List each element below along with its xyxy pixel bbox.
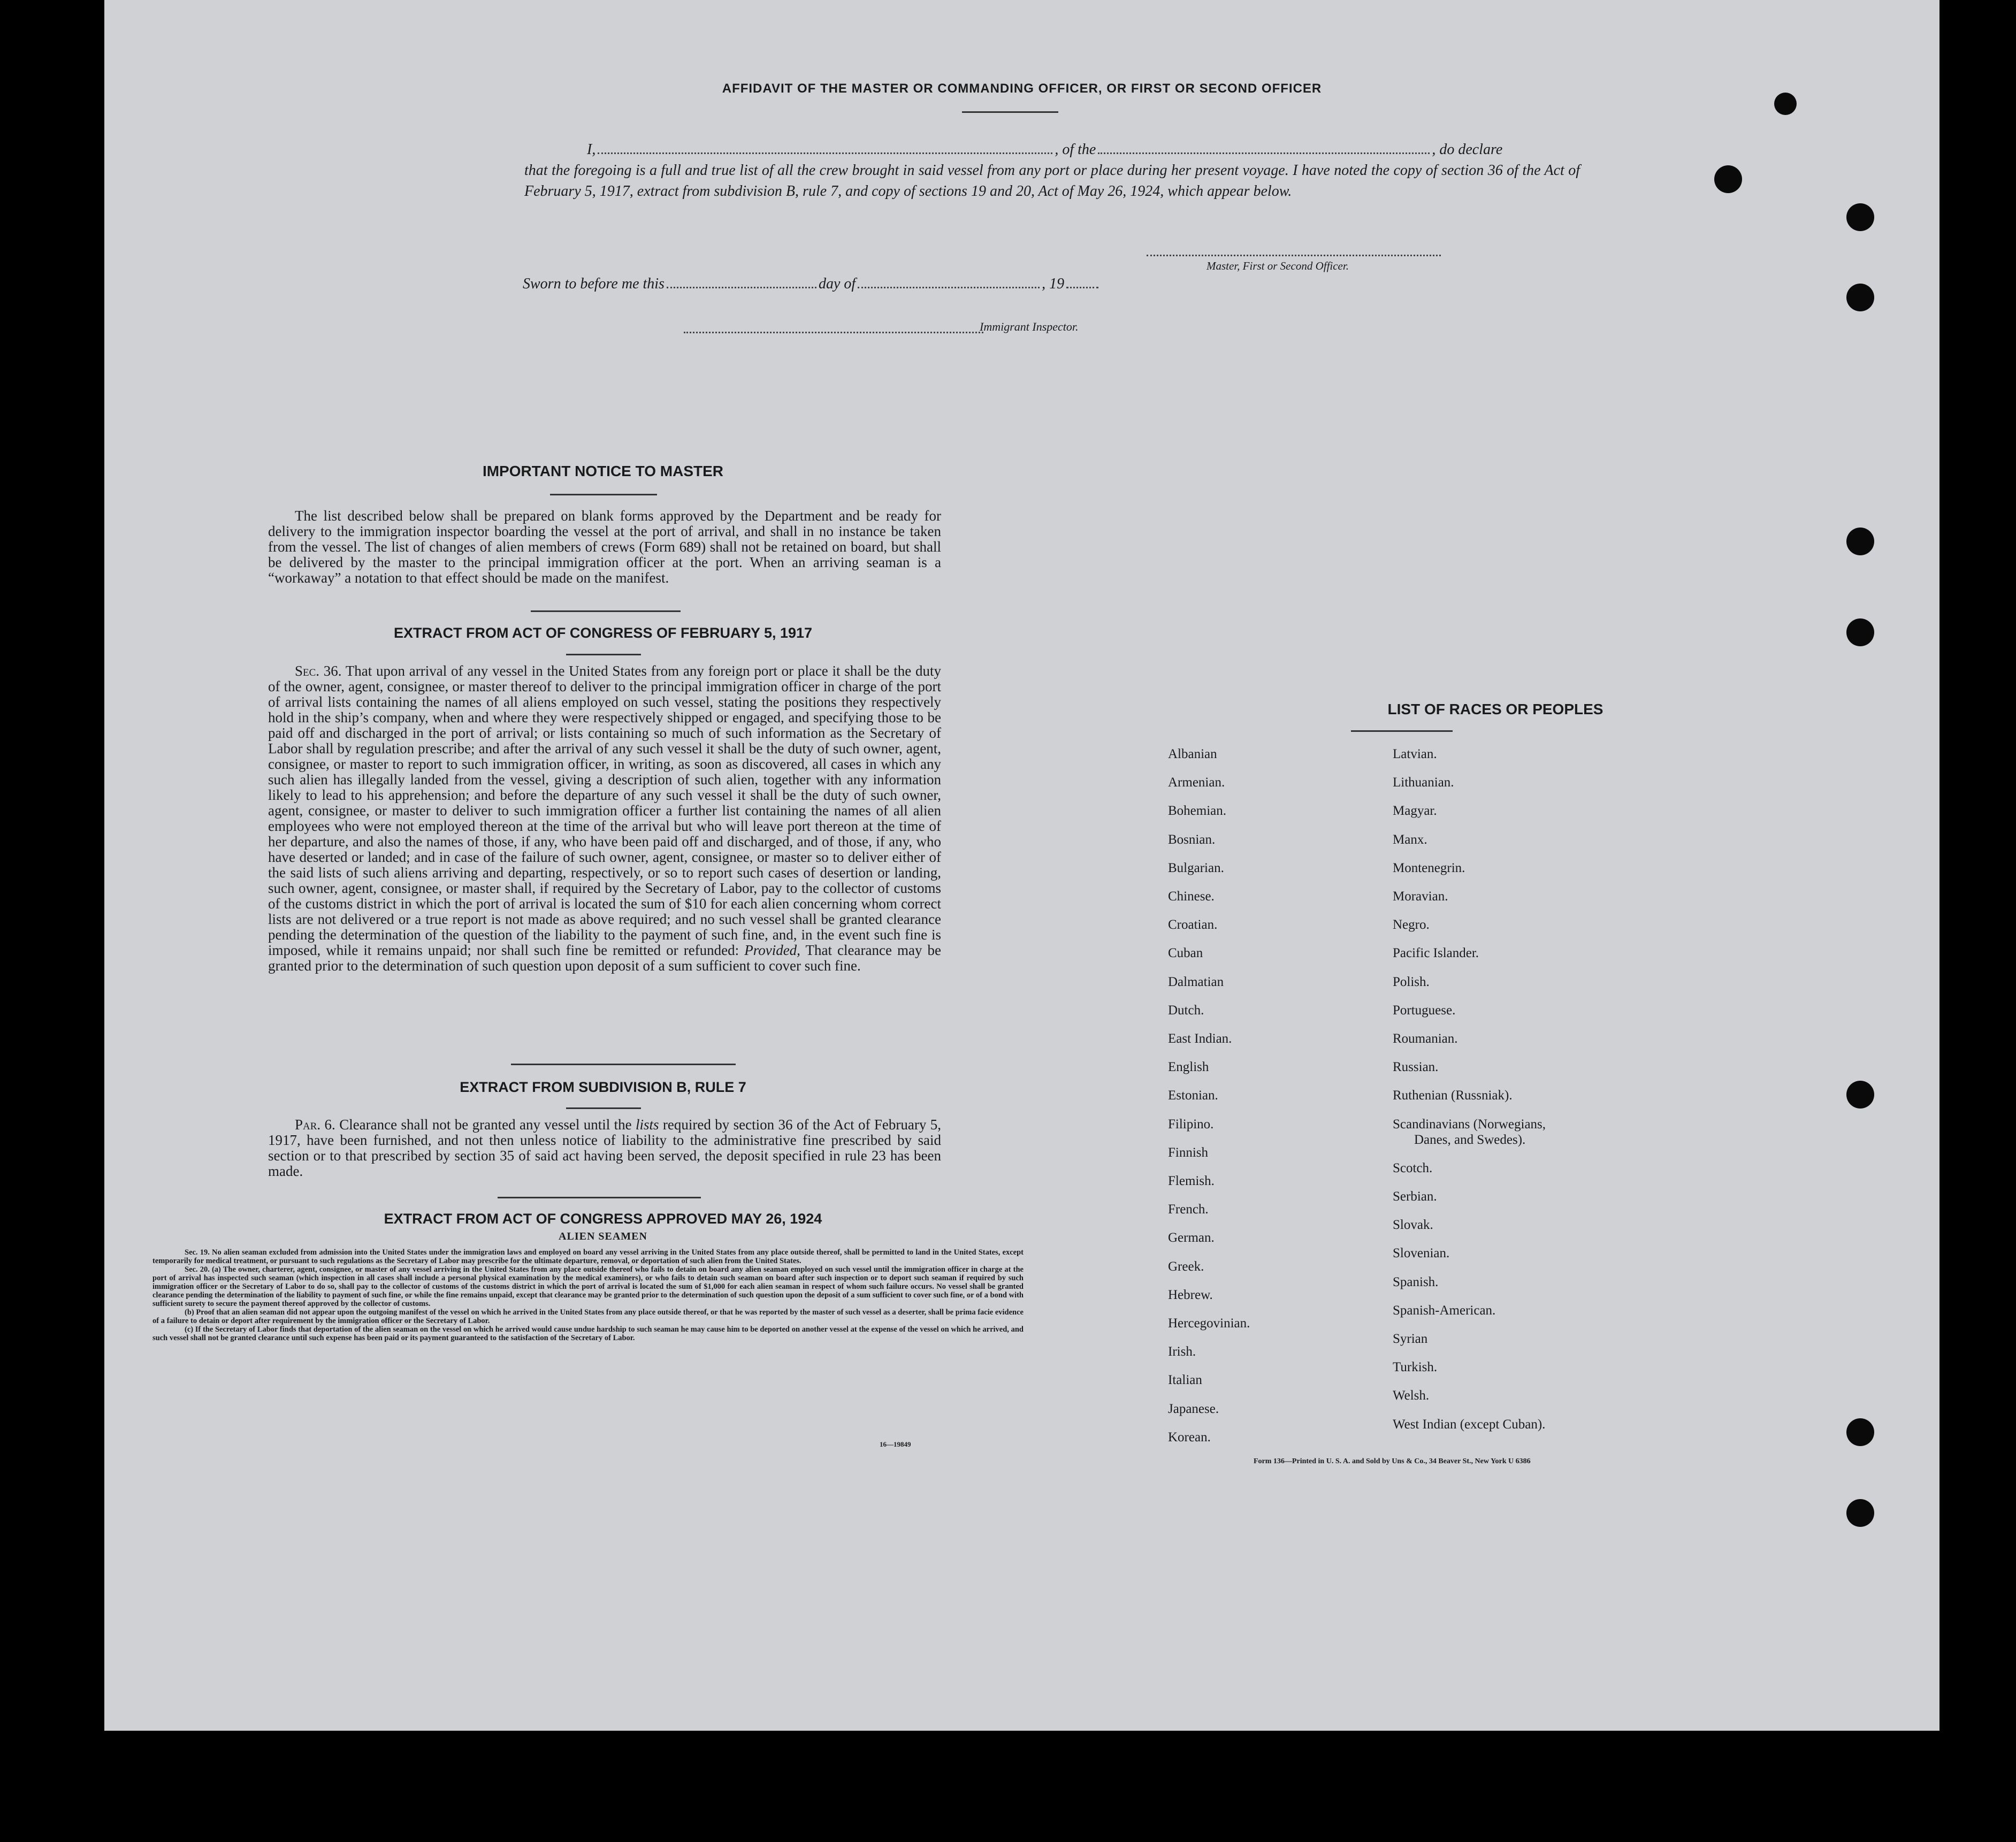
race-item: Slovenian. xyxy=(1393,1246,1450,1261)
race-item: Spanish-American. xyxy=(1393,1303,1496,1318)
declare-end: , do declare xyxy=(1432,141,1503,158)
race-item: Albanian xyxy=(1168,747,1217,761)
race-item: Welsh. xyxy=(1393,1388,1430,1403)
sworn-line xyxy=(523,276,1098,293)
race-item: East Indian. xyxy=(1168,1031,1232,1046)
punch-hole xyxy=(1846,528,1874,555)
race-item: Serbian. xyxy=(1393,1189,1437,1204)
race-item: Spanish. xyxy=(1393,1274,1439,1289)
race-item: Slovak. xyxy=(1393,1218,1433,1233)
rule7-divider xyxy=(498,1197,701,1198)
sworn-month-blank[interactable] xyxy=(858,287,1040,288)
inspector-label: Immigrant Inspector. xyxy=(980,320,1079,333)
declaration-block xyxy=(524,139,1580,202)
sec-20c-text: (c) If the Secretary of Labor finds that deportation of the alien seaman on the vessel on which he arrived would cause undue hardship to such seaman he may cause him to be deported on another vessel at the expense of the vessel on which he arrived, and such vessel shall not be granted clearance until such expense has been paid or its payment guaranteed to the satisfaction of the Secretary of Labor. xyxy=(152,1325,1024,1342)
race-item: Danes, and Swedes). xyxy=(1414,1132,1526,1147)
race-item: German. xyxy=(1168,1230,1215,1245)
affidavit-title: AFFIDAVIT OF THE MASTER OR COMMANDING OFFICER, OR FIRST OR SECOND OFFICER xyxy=(722,81,1322,96)
races-right-column xyxy=(1393,746,1671,1447)
par-6-text-a: Clearance shall not be granted any vessel until the xyxy=(339,1117,632,1133)
race-item: Turkish. xyxy=(1393,1360,1438,1375)
sworn-day-blank[interactable] xyxy=(667,287,816,288)
race-item: Greek. xyxy=(1168,1259,1204,1274)
sworn-label: Sworn to before me this xyxy=(523,276,665,292)
race-item: Scotch. xyxy=(1393,1160,1433,1175)
extract-1924-title: EXTRACT FROM ACT OF CONGRESS APPROVED MAY 26, 1924 xyxy=(384,1211,822,1227)
race-item: Finnish xyxy=(1168,1145,1209,1160)
alien-seamen-subtitle: ALIEN SEAMEN xyxy=(559,1230,647,1242)
sec-19-text: Sec. 19. No alien seaman excluded from admission into the United States under the immigration laws and employed on board any vessel arriving in the United States from any place outside thereof, shall be permitted to land in the United States, except temporarily for medical treatment, or pursuant to such regulations as the Secretary of Labor may prescribe for the ultimate departure, removal, or deportation of such alien from the United States. xyxy=(152,1248,1024,1265)
race-item: French. xyxy=(1168,1202,1209,1217)
sec-36-text: That upon arrival of any vessel in the United States from any foreign port or place it shall be the duty of the owner, agent, consignee, or master thereof to deliver to the principal immigration officer in charge of the port of arrival lists containing the names of all aliens employed on such vessel, stating the positions they respectively hold in the ship’s company, when and where they were respectively shipped or engaged, and specifying those to be paid off and discharged in the port of arrival; or lists containing so much of such information as the Secretary of Labor shall by regulation prescribe; and after the arrival of any such vessel it shall be the duty of such owner, agent, consignee, or master to report to such immigration officer, in writing, as soon as discovered, all cases in which any such alien has illegally landed from the vessel, giving a description of such alien, together with any information likely to lead to his apprehension; and before the departure of any such vessel it shall be the duty of such owner, agent, consignee, or master to deliver to such immigration officer a further list containing the names of all alien employees who were not employed thereon at the time of the arrival but who will leave port thereon at the time of her departure, and also the names of those, if any, who have been paid off and discharged, and of those, if any, who have deserted or landed; and in case of the failure of such owner, agent, consignee, or master so to deliver either of the said lists of such aliens arriving and departing, respectively, or so to report such cases of desertion or landing, such owner, agent, consignee, or master shall, if required by the Secretary of Labor, pay to the collector of customs of the customs district in which the port of arrival is located the sum of $10 for each alien concerning whom correct lists are not delivered or a true report is not made as above required; and no such vessel shall be granted clearance pending the determination of the question of the liability to the payment of such fine, and, in the event such fine is imposed, while it remains unpaid; nor shall such fine be remitted or refunded: xyxy=(268,663,941,958)
races-underline xyxy=(1351,730,1453,732)
par-6-label: Par. 6. xyxy=(295,1117,335,1133)
punch-hole xyxy=(1846,618,1874,646)
punch-hole xyxy=(1714,165,1742,193)
sworn-year-blank[interactable] xyxy=(1066,287,1098,288)
extract-1917-divider xyxy=(511,1064,736,1065)
race-item: Bohemian. xyxy=(1168,804,1227,819)
extract-1917-body xyxy=(268,663,941,974)
declare-i: I, xyxy=(587,141,596,158)
vessel-blank[interactable] xyxy=(1098,152,1430,154)
notice-title: IMPORTANT NOTICE TO MASTER xyxy=(482,463,724,479)
race-item: Armenian. xyxy=(1168,775,1225,790)
sec-20a-text: Sec. 20. (a) The owner, charterer, agent, consignee, or master of any vessel arriving in the United States from any place outside thereof who fails to detain on board any alien seaman employed on such vessel until the immigration officer in charge at the port of arrival has inspected such seaman (which inspection in all cases shall include a personal physical examination by the medical examiners), or who fails to detain such seaman on board after such inspection or to deport such seaman if required by such immigration officer or the Secretary of Labor to do so, shall pay to the collector of customs of the customs district in which the port of arrival is located the sum of $1,000 for each alien seaman in respect of whom such failure occurs. No vessel shall be granted clearance pending the determination of the liability to payment of such fine, or while the fine remains unpaid, except that clearance may be granted prior to the determination of such question upon the deposit of a sum sufficient to cover such fine, or of a bond with sufficient surety to secure the payment thereof approved by the collector of customs. xyxy=(152,1265,1024,1308)
race-item: Magyar. xyxy=(1393,804,1437,819)
notice-body: The list described below shall be prepared on blank forms approved by the Department and be ready for delivery to the immigration inspector boarding the vessel at the port of arrival, and shall in no instance be taken from the vessel. The list of changes of alien members of crews (Form 689) shall not be retained on board, but shall be delivered by the master to the principal immigration officer at the port. When an arriving seaman is a “workaway” a notation to that effect should be made on the manifest. xyxy=(268,508,941,586)
print-code: 16—19849 xyxy=(880,1440,911,1448)
race-item: Portuguese. xyxy=(1393,1003,1456,1018)
race-item: Bosnian. xyxy=(1168,832,1216,847)
rule7-underline xyxy=(566,1107,641,1109)
extract-1917-title: EXTRACT FROM ACT OF CONGRESS OF FEBRUARY 5, 1917 xyxy=(393,625,813,641)
punch-hole xyxy=(1774,93,1797,115)
race-item: Pacific Islander. xyxy=(1393,946,1479,961)
sworn-year-label: , 19 xyxy=(1042,276,1065,292)
extract-1924-body xyxy=(152,1248,1024,1342)
race-item: Cuban xyxy=(1168,946,1203,961)
race-item: Italian xyxy=(1168,1373,1202,1388)
form-footer: Form 136—Printed in U. S. A. and Sold by Uns & Co., 34 Beaver St., New York U 6386 xyxy=(1254,1457,1531,1465)
declare-of-the: , of the xyxy=(1055,141,1096,158)
sec-36-label: Sec. 36. xyxy=(295,663,342,679)
notice-underline xyxy=(550,494,657,495)
punch-hole xyxy=(1846,284,1874,311)
race-item: Dutch. xyxy=(1168,1003,1204,1018)
race-item: English xyxy=(1168,1060,1209,1075)
race-item: Montenegrin. xyxy=(1393,860,1465,875)
race-item: Ruthenian (Russniak). xyxy=(1393,1088,1513,1103)
document-page xyxy=(104,0,1939,1731)
race-item: Syrian xyxy=(1393,1332,1428,1346)
race-item: Hebrew. xyxy=(1168,1287,1213,1302)
master-signature-label: Master, First or Second Officer. xyxy=(1206,259,1349,272)
sec-20b-text: (b) Proof that an alien seaman did not appear upon the outgoing manifest of the vessel on which he arrived in the United States from any place outside thereof, or that he was reported by the master of such vessel as a deserter, shall be prima facie evidence of a failure to detain or deport after requirement by the immigration officer or the Secretary of Labor. xyxy=(152,1308,1024,1325)
race-item: Lithuanian. xyxy=(1393,775,1454,790)
race-item: Manx. xyxy=(1393,832,1427,847)
race-item: Moravian. xyxy=(1393,889,1448,904)
race-item: Irish. xyxy=(1168,1344,1196,1359)
race-item: Polish. xyxy=(1393,974,1430,989)
races-left-column xyxy=(1168,746,1393,1447)
race-item: Bulgarian. xyxy=(1168,860,1224,875)
races-title: LIST OF RACES OR PEOPLES xyxy=(1387,701,1603,717)
race-item: Chinese. xyxy=(1168,889,1215,904)
master-signature-line[interactable] xyxy=(1147,255,1441,256)
rule7-body xyxy=(268,1117,941,1179)
race-item: Negro. xyxy=(1393,918,1430,933)
lists-word: lists xyxy=(636,1117,659,1133)
race-item: Korean. xyxy=(1168,1430,1211,1444)
punch-hole xyxy=(1846,1418,1874,1446)
provided-word: Provided, xyxy=(744,942,800,958)
extract-1917-underline xyxy=(566,654,641,655)
race-item: Croatian. xyxy=(1168,918,1218,933)
title-underline xyxy=(962,111,1058,113)
race-item: Hercegovinian. xyxy=(1168,1316,1250,1331)
declare-body: that the foregoing is a full and true list of all the crew brought in said vessel from any port or place during her present voyage. I have noted the copy of section 36 of the Act of February 5, 1917, extract from subdivision B, rule 7, and copy of sections 19 and 20, Act of May 26, 1924, which appear below. xyxy=(524,162,1580,200)
punch-hole xyxy=(1846,1081,1874,1109)
race-item: Russian. xyxy=(1393,1060,1439,1075)
sec-36-text-end: That clearance may be granted prior to the determination of such question upon deposit of a sum sufficient to cover such fine. xyxy=(268,942,942,974)
par-6-text-b: required by section 36 of the Act of February 5, 1917, have been furnished, and not then unless notice of liability to the administrative fine prescribed by said section or to that prescribed by section 35 of said act having been served, the deposit specified in rule 23 has been made. xyxy=(268,1117,942,1179)
race-item: Filipino. xyxy=(1168,1117,1214,1132)
race-item: Estonian. xyxy=(1168,1088,1218,1103)
notice-divider xyxy=(531,610,681,612)
race-item: Latvian. xyxy=(1393,747,1437,761)
name-blank[interactable] xyxy=(598,152,1052,154)
rule7-title: EXTRACT FROM SUBDIVISION B, RULE 7 xyxy=(460,1079,746,1095)
race-item: Scandinavians (Norwegians, xyxy=(1393,1117,1546,1132)
race-item: Japanese. xyxy=(1168,1401,1219,1416)
sworn-day-label: day of xyxy=(818,276,856,292)
race-item: Roumanian. xyxy=(1393,1031,1458,1046)
punch-hole xyxy=(1846,203,1874,231)
punch-hole xyxy=(1846,1499,1874,1527)
race-item: West Indian (except Cuban). xyxy=(1393,1417,1546,1432)
inspector-signature-line[interactable] xyxy=(684,332,983,333)
race-item: Dalmatian xyxy=(1168,974,1224,989)
race-item: Flemish. xyxy=(1168,1174,1215,1188)
